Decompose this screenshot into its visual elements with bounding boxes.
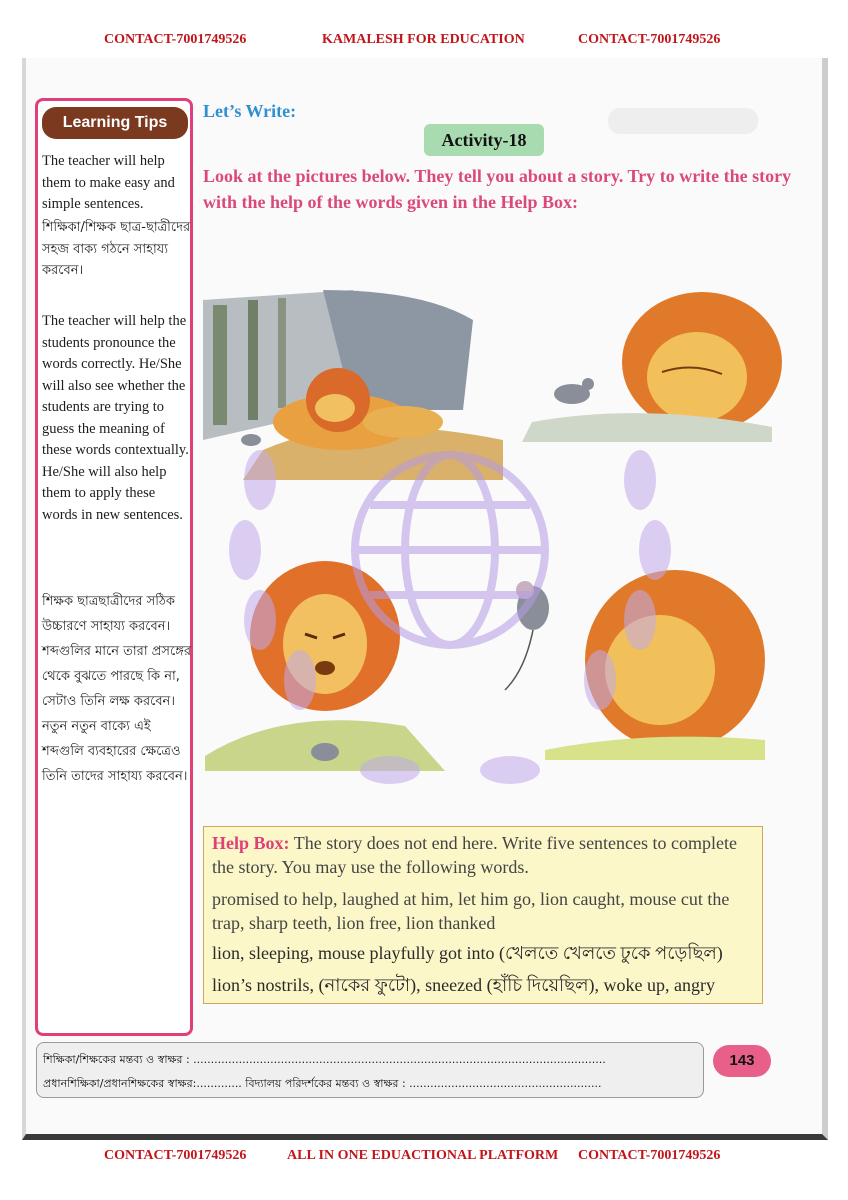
- top-contact-bar: [0, 32, 848, 56]
- tip-bengali-1: শিক্ষিকা/শিক্ষক ছাত্র-ছাত্রীদের সহজ বাক্য গঠনে সাহায্য করবেন।: [42, 220, 191, 278]
- help-box-words-3: lion’s nostrils, (নাকের ফুটো), sneezed (হাঁচি দিয়েছিল), woke up, angry: [212, 975, 715, 995]
- tip-bengali-2: শিক্ষক ছাত্রছাত্রীদের সঠিক উচ্চারণে সাহায্য করবেন। শব্দগুলির মানে তারা প্রসঙ্গের থেকে বুঝতে পারছে কি না, সেটাও তিনি লক্ষ করবেন। নতুন নতুন বাক্যে এই শব্দগুলি ব্যবহারের ক্ষেত্রেও তিনি তাদের সাহায্য করবেন।: [42, 594, 192, 784]
- brand-title: KAMALESH FOR EDUCATION: [322, 32, 525, 47]
- help-box: [203, 826, 763, 1004]
- activity-instruction: Look at the pictures below. They tell you about a story. Try to write the story with the help of the words given in the Help Box:: [203, 166, 792, 212]
- section-title: Let’s Write:: [203, 101, 297, 121]
- learning-tips-sidebar: [35, 98, 193, 1036]
- contact-left: CONTACT-7001749526: [104, 32, 247, 47]
- watermark-logo: [190, 330, 710, 830]
- help-box-intro: The story does not end here. Write five sentences to complete the story. You may use the following words.: [212, 833, 737, 877]
- headteacher-remark-line: প্রধানশিক্ষিকা/প্রধানশিক্ষকের স্বাক্ষর:............. বিদ্যালয় পরিদর্শকের মন্তব্য ও স্বাক্ষর : .......................................................: [43, 1077, 602, 1090]
- tip-english-1: The teacher will help them to make easy and simple sentences.: [42, 153, 175, 212]
- contact-left: CONTACT-7001749526: [104, 1148, 247, 1163]
- contact-right: CONTACT-7001749526: [578, 32, 721, 47]
- page-number-badge: 143: [713, 1045, 771, 1077]
- bottom-contact-bar: [0, 1148, 848, 1172]
- remarks-box: [36, 1042, 704, 1098]
- tip-english-2: The teacher will help the students pronounce the words correctly. He/She will also see whether the students are trying to guess the meaning of these words contextually. He/She will also help them to apply these words in new sentences.: [42, 313, 189, 523]
- platform-title: ALL IN ONE EDUACTIONAL PLATFORM: [287, 1148, 559, 1163]
- learning-tips-heading: Learning Tips: [42, 107, 188, 139]
- activity-badge: Activity-18: [424, 124, 544, 156]
- teacher-remark-line: শিক্ষিকা/শিক্ষকের মন্তব্য ও স্বাক্ষর : ......................................................................................................................: [43, 1053, 606, 1066]
- faded-show-through-label: [608, 108, 758, 134]
- contact-right: CONTACT-7001749526: [578, 1148, 721, 1163]
- help-box-words-1: promised to help, laughed at him, let him go, lion caught, mouse cut the trap, sharp teeth, lion free, lion thanked: [212, 889, 730, 933]
- help-box-label: Help Box:: [212, 833, 290, 853]
- help-box-words-2: lion, sleeping, mouse playfully got into (খেলতে খেলতে ঢুকে পড়েছিল): [212, 943, 723, 963]
